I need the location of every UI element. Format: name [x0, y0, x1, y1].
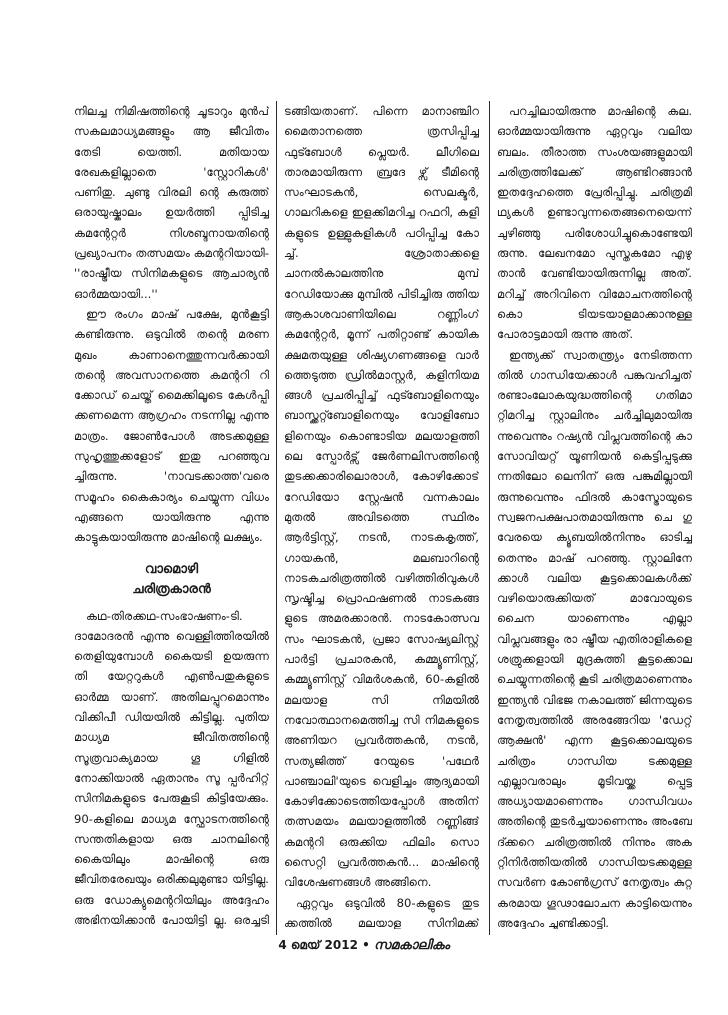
magazine-logo: സമകാലികം: [374, 938, 450, 953]
article-column-3: [497, 101, 692, 929]
paragraph: കഥ-തിരക്കഥ-സംഭാഷണം-ടി. ദാമോദരൻ എന്നു വെള്ളിത്തിരയിൽ തെളിയുമ്പോൾ കൈയടി ഉയരുന്ന തി യേറ്ററുകൾ എൺപതുകളുടെ ഓർമ്മ യാണ്. അതിലപ്പുറമൊന്നും വിക്കിപീ ഡിയയിൽ കിട്ടില്ല. പുതിയ മാധ്യമ ജീവിതത്തിന്റെ സൂത്രവാക്യമായ ഗൂ ഗിളിൽ നോക്കിയാൽ ഏതാനും സൂ പ്പർഹിറ്റ് സിനിമകളുടെ പേരുകൂടി കിട്ടിയേക്കും. 90-കളിലെ മാധ്യമ സ്ഫോടനത്തിന്റെ സന്തതികളായ ഒരു ചാനലിന്റെ കൈയിലും മാഷിന്റെ ഒരു ജീവിതരേഖയും ഒരിക്കലുമുണ്ടാ യിട്ടില്ല. ഒരു ഡോക്യുമെന്ററിയിലും അദ്ദേഹം അഭിനയിക്കാൻ പോയിട്ടി ല്ല. ഒരച്ചടി: [74, 608, 269, 927]
subheading-line: ചരിത്രകാരൻ: [132, 581, 211, 597]
page-footer: [0, 938, 728, 953]
section-subheading: [74, 560, 269, 600]
article-column-1: [74, 101, 269, 929]
issue-date: 4 മെയ് 2012: [278, 938, 358, 952]
footer-separator: •: [362, 938, 370, 952]
article-column-2: [284, 101, 479, 929]
paragraph: പറച്ചിലായിരുന്നു മാഷിന്റെ കല. ഓർമ്മയായിരുന്നു ഏറ്റവും വലിയ ബലം. തീരാത്ത സംശയങ്ങളുമായി ചരിത്രത്തിലേക്ക് ആണ്ടിറങ്ങാൻ ഇതദ്ദേഹത്തെ പ്രേരിപ്പിച്ചു. ചരിത്രമി ഥ്യകൾ ഉണ്ടാവുന്നതെങ്ങനെയെന്ന് ചുഴിഞ്ഞു പരിശോധിച്ചുകൊണ്ടേയി രുന്നു. ലേഖനമോ പുസ്തകമോ എഴു താൻ വേണ്ടിയായിരുന്നില്ല അത്. മറിച്ച് അറിവിനെ വിമോചനത്തിന്റെ കൊ ടിയടയാളമാക്കാനുള്ള പോരാട്ടമായി രുന്നു അത്.: [497, 104, 692, 342]
paragraph: നിലച്ച നിമിഷത്തിന്റെ ചൂടാറും മുൻപ് സകലമാധ്യമങ്ങളും ആ ജീവിതം തേടി യെത്തി. മതിയായ രേഖകളില്ലാതെ 'സ്റ്റോറികൾ' പണിതു. ചുണ്ടു വിരലി ന്റെ കരുത്ത് ഒരായുഷ്കാലം ഉയർത്തി പ്പിടിച്ച കമന്റേറ്റർ നിശബ്ദനായതിന്റെ പ്രഖ്യാപനം തത്സമയം കമന്ററിയായി- ''രാഷ്ട്രീയ സിനിമകളുടെ ആചാര്യൻ ഓർമ്മയായി...'': [74, 104, 269, 301]
paragraph: ഏറ്റവും ഒടുവിൽ 80-കളുടെ തുട ക്കത്തിൽ മലയാള സിനിമക്ക്: [284, 895, 479, 929]
subheading-line: വാമൊഴി: [144, 561, 199, 577]
column-divider: [489, 101, 490, 935]
paragraph: ഇന്ത്യക്ക് സ്വാതന്ത്ര്യം നേടിത്തന്ന തിൽ ഗാന്ധിയേക്കാൾ പങ്കുവഹിച്ചത് രണ്ടാംലോകയുദ്ധത്തിന്റെ ഗതിമാ റ്റിമറിച്ച സ്റ്റാലിനും ചർച്ചിലുമായിരു ന്നുവെന്നും റഷ്യൻ വിപ്ലവത്തിന്റെ കാ സോവിയറ്റ് യൂണിയൻ കെട്ടിപ്പടുക്കു ന്നതിലോ ലെനിന് ഒരു പങ്കുമില്ലായി രുന്നുവെന്നും ഫിദൽ കാസ്ട്രോയുടെ സ്വജനപക്ഷപാതമായിരുന്നു ചെ ഗു വേരയെ ക്യൂബയിൽനിന്നും ഓടിച്ച തെന്നും മാഷ് പറഞ്ഞു. സ്റ്റാലിനേ ക്കാൾ വലിയ കൂട്ടക്കൊലകൾക്ക് വഴിയൊരുക്കിയത് മാവോയുടെ ചൈന യാണെന്നും എല്ലാ വിപ്ലവങ്ങളും രാ ഷ്ട്രീയ എതിരാളികളെ ശത്രുക്കളായി മുദ്രകുത്തി കൂട്ടക്കൊല ചെയ്യുന്നതിന്റെ കൂടി ചരിത്രമാണെന്നും ഇന്ത്യൻ വിഭജ നകാലത്ത് ജിന്നയുടെ നേതൃത്വത്തിൽ അരങ്ങേറിയ 'ഡേറ്റ് ആക്ഷൻ' എന്ന കൂട്ടക്കൊലയുടെ ചരിത്രം ഗാന്ധിയ ടക്കമുള്ള എല്ലാവരാലും മൂടിവയ്ക്ക പ്പെട്ട അധ്യായമാണെന്നും ഗാന്ധിവധം അതിന്റെ തുടർച്ചയാണെന്നും അംബേ ദ്ക്കറെ ചരിത്രത്തിൽ നിന്നും അക റ്റിനിർത്തിയതിൽ ഗാന്ധിയടക്കമുള്ള സവർണ കോൺഗ്രസ് നേതൃത്വം കുറ്റ കരമായ ഗൂഢാലോചന കാട്ടിയെന്നും അദ്ദേഹം ചൂണ്ടിക്കാട്ടി.: [497, 347, 692, 929]
paragraph: ഈ രംഗം മാഷ് പക്ഷേ, മുൻകൂട്ടി കണ്ടിരുന്നു. ഒടുവിൽ തന്റെ മരണ മുഖം കാണാനെത്തുന്നവർക്കായി തന്റെ അവസാനത്തെ കമന്ററി റി ക്കോഡ് ചെയ്ത് മൈക്കിലൂടെ കേൾപ്പി ക്കണമെന്ന ആഗ്രഹം നടന്നില്ല എന്നു മാത്രം. ജോൺപോൾ അടക്കമുള്ള സുഹൃത്തുക്കളോട് ഇതു പറഞ്ഞുവ ച്ചിരുന്നു. 'നാവടക്കാത്ത'വരെ സമൂഹം കൈകാര്യം ചെയ്യുന്ന വിധം എങ്ങനെ യായിരുന്നു എന്നു കാട്ടുകയായിരുന്നു മാഷിന്റെ ലക്ഷ്യം.: [74, 306, 269, 545]
column-divider: [276, 101, 277, 935]
paragraph: ടങ്ങിയതാണ്. പിന്നെ മാനാഞ്ചിറ മൈതാനത്തെ ത്രസിപ്പിച്ച ഫുട്ബോൾ പ്ലെയർ. ലീഗിലെ താരമായിരുന്ന ബ്രദേ ഴ്സ് ടീമിന്റെ സംഘാടകൻ, സെലക്ടർ, ഗാലറികളെ ഇളക്കിമറിച്ച റഫറി, കളി കളുടെ ഉള്ളുകളികൾ പഠിപ്പിച്ച കോ ച്ച്. ശ്രോതാക്കളെ ചാനൽകാലത്തിനു മുമ്പ് റേഡിയോക്കു മുമ്പിൽ പിടിച്ചിരു ത്തിയ ആകാശവാണിയിലെ റണ്ണിംഗ് കമന്റേറ്റർ, മൂന്ന് പതിറ്റാണ്ട് കായിക ക്ഷമതയുള്ള ശിഷ്യഗണങ്ങളെ വാർ ത്തെടുത്ത ഡ്രിൽമാസ്റ്റർ, കളിനിയമ ങ്ങൾ പ്രചരിപ്പിച്ച് ഫുട്ബോളിനെയും ബാസ്ക്കറ്റ്ബോളിനെയും വോളിബോ ളിനെയും കൊണ്ടാടിയ മലയാളത്തി ലെ സ്പോർട്സ് ജേർണലിസത്തിന്റെ തുടക്കക്കാരിലൊരാൾ, കോഴിക്കോട് റേഡിയോ സ്റ്റേഷൻ വന്നകാലം മുതൽ അവിടത്തെ സ്ഥിരം ആർട്ടിസ്റ്റ്, നടൻ, നാടകകൃത്ത്, ഗായകൻ, മലബാറിന്റെ നാടകചരിത്രത്തിൽ വഴിത്തിരിവുകൾ സൃഷ്ടിച്ച പ്രൊഫഷണൽ നാടകങ്ങ ളുടെ അമരക്കാരൻ. നാടകോത്സവ സം ഘാടകൻ, പ്രജാ സോഷ്യലിസ്റ്റ് പാർട്ടി പ്രചാരകൻ, കമ്മ്യൂണിസ്റ്റ്, കമ്മ്യൂണിസ്റ്റ് വിമർശകൻ, 60-കളിൽ മലയാള സി നിമയിൽ നവോത്ഥാനമെത്തിച്ച സി നിമകളുടെ അണിയറ പ്രവർത്തകൻ, നടൻ, സത്യജിത്ത് റേയുടെ 'പഥേർ പാഞ്ചാലി'യുടെ വെളിച്ചം ആദ്യമായി കോഴിക്കോടെത്തിയപ്പോൾ അതിന് തത്സമയം മലയാളത്തിൽ റണ്ണിങ്ങ് കമന്ററി ഒരുക്കിയ ഫിലിം സൊ സൈറ്റി പ്രവർത്തകൻ... മാഷിന്റെ വിശേഷണങ്ങൾ അങ്ങിനെ.: [284, 104, 479, 890]
